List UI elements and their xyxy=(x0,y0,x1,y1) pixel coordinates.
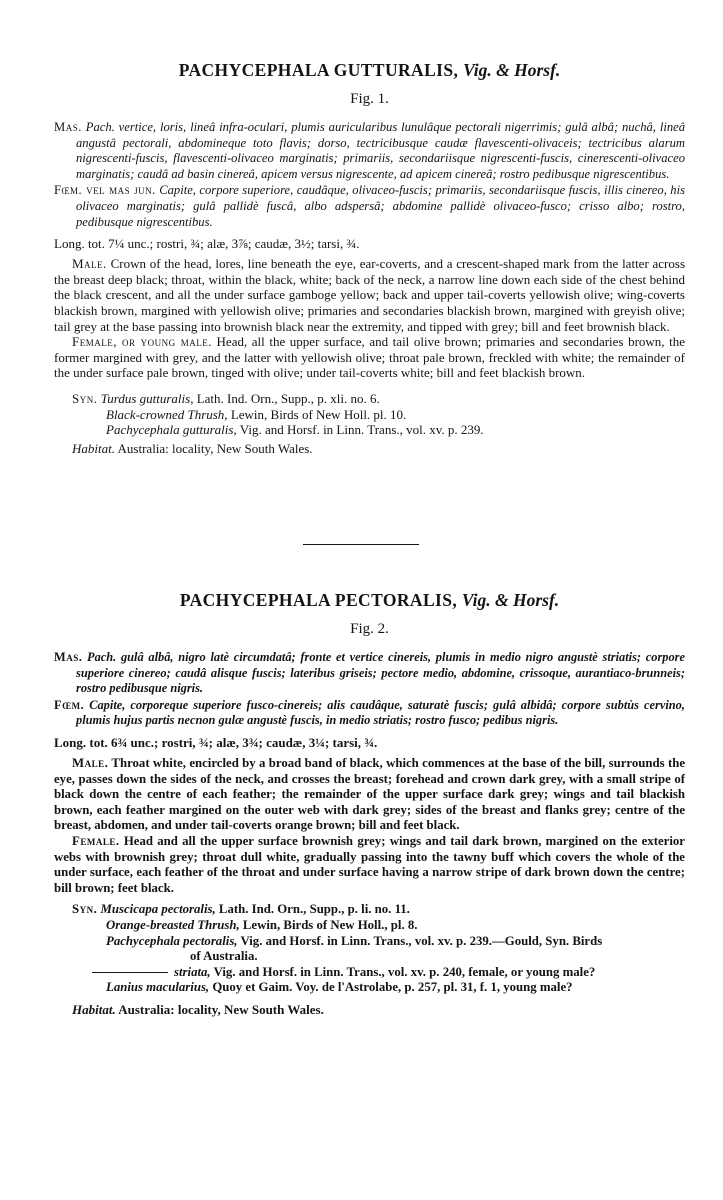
mas-text: Pach. vertice, loris, lineâ infra-oculari, plumis auricularibus lunulâque pectorali nigerrimis; gulâ albâ; nuchâ, lineâ angustâ pectorali, abdomineque toto flavis; dorso, tectricibusque caudæ flavescenti-olivaceis; tectricibus alarum nigrescenti-fuscis, flavescenti-olivaceo marginatis; primariis, secondariisque nigrescenti-fuscis, cinerescenti-olivaceo marginatis; caudâ ad basin cinereâ, apicem versus nigrescente, ad apicem cinereâ; rostro pedibusque nigrescentibus. xyxy=(76,120,686,181)
habitat-label: Habitat. xyxy=(72,440,115,456)
foem-text: Capite, corporeque superiore fusco-cinereis; alis caudâque, saturatè fuscis; gulâ albidâ; corpore subtùs cervino, plumis hujus partis necnon gulæ angustè fuscis, in medio striatis; rostro fusco; pedibus nigris. xyxy=(76,697,685,728)
latin-male-description xyxy=(54,650,685,697)
male-description xyxy=(54,256,685,334)
section-divider xyxy=(303,544,419,545)
synonym-row xyxy=(72,391,685,407)
synonym-ref: Vig. and Horsf. in Linn. Trans., vol. xv. p. 239.—Gould, Syn. Birds xyxy=(240,933,603,948)
synonym-name: Orange-breasted Thrush, xyxy=(106,917,240,932)
synonym-row xyxy=(72,980,685,996)
habitat-label: Habitat. xyxy=(72,1001,116,1017)
mas-text: Pach. gulâ albâ, nigro latè circumdatâ; fronte et vertice cinereis, plumis in medio nigro angustè striatis; corpore superiore cinereo; caudâ alisque fuscis; lateribus griseis; pectore medio, abdomine, crissoque, aurantiaco-brunneis; rostro pedibusque nigris. xyxy=(76,650,685,696)
mas-label: Mas. xyxy=(54,650,83,664)
synonym-ref: Lath. Ind. Orn., Supp., p. li. no. 11. xyxy=(218,902,410,917)
synonym-continuation: of Australia. xyxy=(190,949,258,964)
title-authority: Vig. & Horsf. xyxy=(463,60,561,80)
synonym-ref: Lath. Ind. Orn., Supp., p. xli. no. 6. xyxy=(196,390,380,406)
title-name: PACHYCEPHALA GUTTURALIS, xyxy=(178,60,459,80)
synonym-name: Muscicapa pectoralis, xyxy=(100,902,216,917)
syn-label: Syn. xyxy=(72,902,98,917)
synonym-row xyxy=(72,422,685,438)
male-text: Throat white, encircled by a broad band of black, which commences at the base of the bill, surrounds the eye, passes down the sides of the neck, and crosses the breast; forehead and crown dark grey, with a small stripe of black down the centre of each feather; the remainder of the upper surface dark grey; wings and tail blackish brown, each feather margined on the outer web with dark grey; sides of the breast and flanks grey; centre of the breast, abdomen, and under tail-coverts orange brown; bill and feet black. xyxy=(54,755,686,833)
male-label: Male. xyxy=(72,256,107,272)
synonym-name: Pachycephala gutturalis, xyxy=(106,422,237,438)
latin-female-description xyxy=(54,183,685,230)
syn-label: Syn. xyxy=(72,390,98,406)
male-label: Male. xyxy=(72,755,109,770)
synonym-row xyxy=(72,965,685,981)
female-text: Head and all the upper surface brownish grey; wings and tail dark brown, margined on the exterior webs with brownish grey; throat dull white, gradually passing into the tawny buff which covers the whole of the under surface, each feather of the throat and under surface having a narrow stripe of dark brown down the centre; bill brown; feet black. xyxy=(54,833,685,895)
foem-text: Capite, corpore superiore, caudâque, olivaceo-fuscis; primariis, secondariisque fuscis, illis cinereo, his olivaceo marginatis; gulâ pallidè fuscâ, albo adspersâ; abdomine pallidè olivaceo-fusco; crisso albo; rostro, pedibusque nigrescentibus. xyxy=(76,183,686,229)
female-text: Head, all the upper surface, and tail olive brown; primaries and secondaries brown, the former margined with grey, and the latter with yellowish olive; throat pale brown, freckled with white; the remainder of the under surface pale brown, tinged with olive; under tail-coverts white; bill and feet blackish brown. xyxy=(54,334,685,381)
female-description xyxy=(54,834,685,896)
female-label: Female, or young male. xyxy=(72,334,212,350)
latin-female-description xyxy=(54,698,685,729)
synonym-name: Turdus gutturalis, xyxy=(100,390,194,406)
habitat-text: Australia: locality, New South Wales. xyxy=(118,1001,324,1017)
species-title xyxy=(54,60,685,81)
habitat-text: Australia: locality, New South Wales. xyxy=(117,440,313,456)
female-description xyxy=(54,334,685,381)
male-description xyxy=(54,756,685,834)
measurements: Long. tot. 6¾ unc.; rostri, ¾; alæ, 3¾; caudæ, 3¼; tarsi, ¾. xyxy=(54,734,378,750)
measurements: Long. tot. 7¼ unc.; rostri, ¾; alæ, 3⅞; caudæ, 3½; tarsi, ¾. xyxy=(54,236,360,252)
habitat xyxy=(54,441,685,457)
synonym-ref: Lewin, Birds of New Holl., pl. 8. xyxy=(242,917,418,932)
synonymy xyxy=(54,902,685,996)
synonym-ref: Vig. and Horsf. in Linn. Trans., vol. xv. p. 239. xyxy=(239,422,484,438)
synonym-row xyxy=(72,934,685,950)
synonym-ref: Lewin, Birds of New Holl. pl. 10. xyxy=(230,406,407,422)
ditto-rule xyxy=(92,972,168,973)
title-authority: Vig. & Horsf. xyxy=(461,590,560,610)
synonym-name: striata, xyxy=(174,964,211,979)
section-gutturalis xyxy=(54,60,685,457)
title-name: PACHYCEPHALA PECTORALIS, xyxy=(179,590,458,610)
synonym-row xyxy=(72,407,685,423)
habitat xyxy=(54,1002,685,1018)
latin-male-description xyxy=(54,120,685,182)
synonym-name: Pachycephala pectoralis, xyxy=(106,933,238,948)
figure-label: Fig. 2. xyxy=(350,621,389,637)
synonym-ref: Quoy et Gaim. Voy. de l'Astrolabe, p. 257, pl. 31, f. 1, young male? xyxy=(212,980,573,995)
synonym-name: Black-crowned Thrush, xyxy=(106,406,228,422)
figure-label: Fig. 1. xyxy=(350,91,389,107)
section-pectoralis xyxy=(54,590,685,1018)
foem-label: Fœm. xyxy=(54,697,85,712)
mas-label: Mas. xyxy=(54,120,82,134)
male-text: Crown of the head, lores, line beneath the eye, ear-coverts, and a crescent-shaped mark from the latter across the breast deep black; throat, within the black, white; back of the neck, a narrow line down each side of the chest behind the black crescent, and all the under surface gamboge yellow; back and upper tail-coverts yellowish olive; wing-coverts blackish brown, margined with yellowish olive; primaries and secondaries blackish brown, margined with greyish olive; tail grey at the base passing into brownish black near the extremity, and tipped with grey; bill and feet brownish black. xyxy=(54,256,686,334)
synonym-ref: Vig. and Horsf. in Linn. Trans., vol. xv. p. 240, female, or young male? xyxy=(213,964,596,979)
synonym-name: Lanius macularius, xyxy=(106,980,210,995)
synonymy xyxy=(54,391,685,438)
species-title xyxy=(54,590,685,611)
foem-label: Fœm. vel mas jun. xyxy=(54,183,156,198)
female-label: Female. xyxy=(72,833,120,848)
synonym-row xyxy=(72,902,685,918)
synonym-row xyxy=(72,918,685,934)
